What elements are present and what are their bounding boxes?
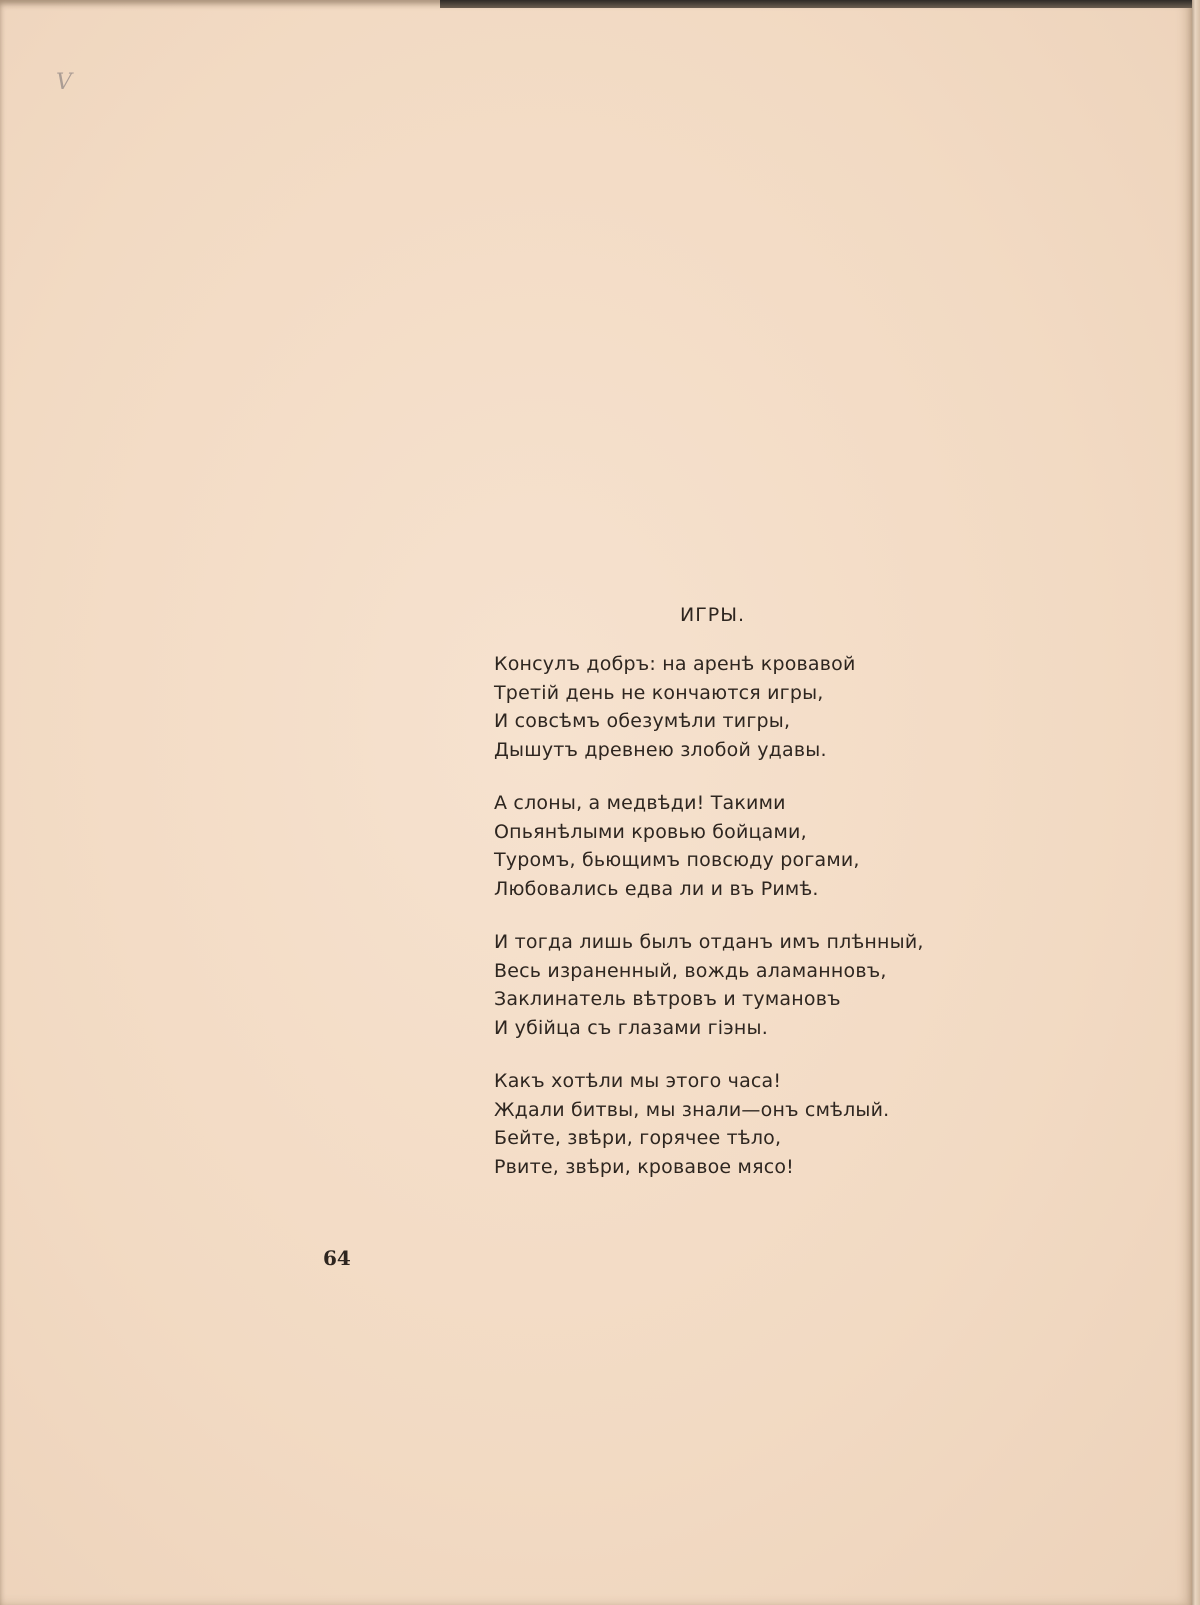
poem-line: И убійца съ глазами гіэны. (494, 1016, 768, 1039)
poem-line: И совсѣмъ обезумѣли тигры, (494, 710, 791, 732)
poem-line: И тогда лишь былъ отданъ имъ плѣнный, (494, 931, 924, 953)
page-right-edge (1192, 0, 1200, 1605)
poem-line: Консулъ добръ: на аренѣ кровавой (494, 653, 856, 675)
pencil-check-mark: V (56, 70, 72, 95)
poem-line: Бейте, звѣри, горячее тѣло, (494, 1127, 782, 1149)
poem-line: Какъ хотѣли мы этого часа! (494, 1070, 782, 1092)
page-number: 64 (323, 1246, 351, 1270)
poem-line: Третій день не кончаются игры, (494, 681, 824, 704)
poem-line: Ждали битвы, мы знали—онъ смѣлый. (494, 1098, 890, 1121)
stanza-2 (494, 789, 860, 903)
stanza-4 (494, 1067, 889, 1181)
stanza-3 (494, 928, 924, 1042)
poem-line: Туромъ, бьющимъ повсюду рогами, (494, 849, 860, 871)
poem-line: Заклинатель вѣтровъ и тумановъ (494, 988, 841, 1010)
page-top-edge (440, 0, 1200, 8)
stanza-1 (494, 650, 856, 764)
poem-line: Рвите, звѣри, кровавое мясо! (494, 1155, 794, 1178)
poem-line: Любовались едва ли и въ Римѣ. (494, 877, 819, 900)
poem-line: Опьянѣлыми кровью бойцами, (494, 820, 807, 843)
poem-line: Дышутъ древнею злобой удавы. (494, 738, 827, 761)
poem-line: Весь израненный, вождь аламанновъ, (494, 959, 887, 982)
poem-title: ИГРЫ. (680, 604, 746, 626)
poem-line: А слоны, а медвѣди! Такими (494, 792, 786, 814)
